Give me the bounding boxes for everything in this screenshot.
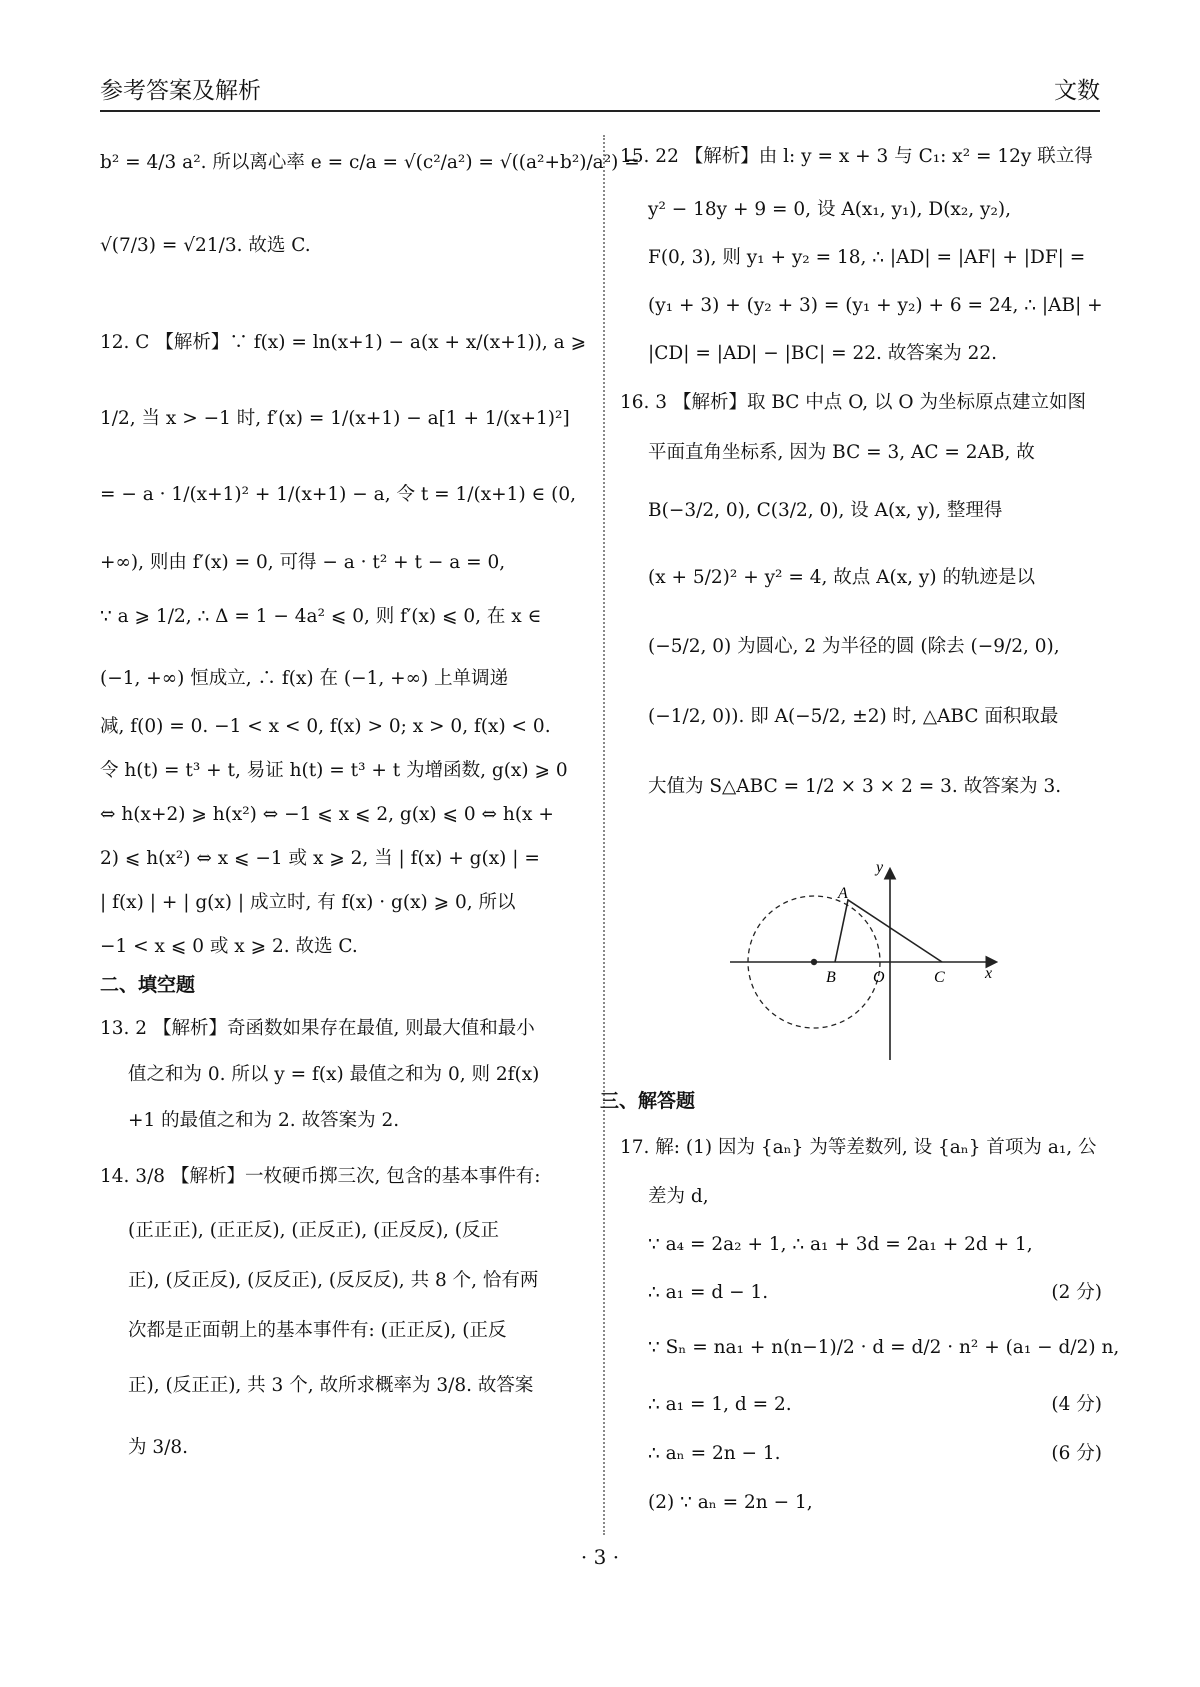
circle-center-dot bbox=[811, 959, 817, 965]
step-score: (2 分) bbox=[1051, 1282, 1102, 1303]
text-line: 16. 3 【解析】取 BC 中点 O, 以 O 为坐标原点建立如图 bbox=[620, 392, 1086, 413]
answer-11-12 bbox=[100, 140, 640, 964]
solution-step bbox=[620, 1220, 1102, 1270]
step-text: ∵ Sₙ = na₁ + n(n−1)/2 · d = d/2 · n² + (a₁ − d/2) n, bbox=[648, 1337, 1120, 1358]
solution-step bbox=[620, 1380, 1102, 1430]
label-x: x bbox=[985, 965, 993, 982]
text-line: 2) ⩽ h(x²) ⇔ x ⩽ −1 或 x ⩾ 2, 当 | f(x) + g(x) | = bbox=[100, 848, 540, 869]
answer-15-16 bbox=[620, 140, 1102, 822]
text-line: y² − 18y + 9 = 0, 设 A(x₁, y₁), D(x₂, y₂), bbox=[648, 199, 1011, 220]
text-line: 令 h(t) = t³ + t, 易证 h(t) = t³ + t 为增函数, g(x) ⩾ 0 bbox=[100, 760, 568, 781]
text-line: 15. 22 【解析】由 l: y = x + 3 与 C₁: x² = 12y 联立得 bbox=[620, 146, 1093, 167]
solution-step bbox=[620, 1316, 1120, 1380]
text-line: (x + 5/2)² + y² = 4, 故点 A(x, y) 的轨迹是以 bbox=[648, 567, 1035, 588]
section-title-solutions: 三、解答题 bbox=[600, 1090, 696, 1112]
page-number: · 3 · bbox=[580, 1545, 620, 1569]
text-line: B(−3/2, 0), C(3/2, 0), 设 A(x, y), 整理得 bbox=[648, 500, 1003, 521]
text-line: (y₁ + 3) + (y₂ + 3) = (y₁ + y₂) + 6 = 24, ∴ |AB| + bbox=[648, 295, 1103, 316]
solution-step bbox=[620, 1270, 1102, 1316]
text-line: 次都是正面朝上的基本事件有: (正正反), (正反 bbox=[128, 1320, 507, 1341]
text-line: (−1/2, 0)). 即 A(−5/2, ±2) 时, △ABC 面积取最 bbox=[648, 706, 1059, 727]
text-line: 平面直角坐标系, 因为 BC = 3, AC = 2AB, 故 bbox=[648, 442, 1035, 463]
right-column bbox=[620, 140, 1102, 822]
label-a: A bbox=[838, 885, 848, 902]
text-line: 值之和为 0. 所以 y = f(x) 最值之和为 0, 则 2f(x) bbox=[128, 1064, 540, 1085]
text-line: 17. 解: (1) 因为 {aₙ} 为等差数列, 设 {aₙ} 首项为 a₁, 公 bbox=[620, 1137, 1097, 1158]
coordinate-figure bbox=[730, 860, 1010, 1070]
label-b: B bbox=[826, 969, 836, 986]
solution-step bbox=[620, 1478, 1102, 1528]
step-text: ∴ a₁ = d − 1. bbox=[648, 1282, 769, 1303]
step-text: ∴ a₁ = 1, d = 2. bbox=[648, 1394, 792, 1415]
step-text: ∵ a₄ = 2a₂ + 1, ∴ a₁ + 3d = 2a₁ + 2d + 1, bbox=[648, 1234, 1033, 1255]
step-score: (4 分) bbox=[1051, 1394, 1102, 1415]
step-text: ∴ aₙ = 2n − 1. bbox=[648, 1443, 781, 1464]
text-line: −1 < x ⩽ 0 或 x ⩾ 2. 故选 C. bbox=[100, 936, 358, 957]
text-line: 为 3/8. bbox=[128, 1437, 189, 1458]
triangle-abc bbox=[835, 900, 942, 962]
text-line: | f(x) | + | g(x) | 成立时, 有 f(x) · g(x) ⩾ 0, 所以 bbox=[100, 892, 516, 913]
text-line: 大值为 S△ABC = 1/2 × 3 × 2 = 3. 故答案为 3. bbox=[648, 776, 1062, 797]
right-column-lower bbox=[600, 1080, 1120, 1528]
figure-svg bbox=[730, 860, 1010, 1070]
text-line: 差为 d, bbox=[648, 1186, 709, 1207]
left-column bbox=[100, 140, 640, 1480]
text-line: (−5/2, 0) 为圆心, 2 为半径的圆 (除去 (−9/2, 0), bbox=[648, 636, 1060, 657]
label-c: C bbox=[934, 969, 945, 986]
header-title: 参考答案及解析 bbox=[100, 78, 261, 104]
answer-13-14 bbox=[100, 1006, 588, 1480]
header-subject: 文数 bbox=[1054, 78, 1100, 104]
text-line: b² = 4/3 a². 所以离心率 e = c/a = √(c²/a²) = √((a²+b²)/a²) = bbox=[100, 152, 640, 173]
text-line: 减, f(0) = 0. −1 < x < 0, f(x) > 0; x > 0, f(x) < 0. bbox=[100, 716, 551, 737]
text-line: (−1, +∞) 恒成立, ∴ f(x) 在 (−1, +∞) 上单调递 bbox=[100, 668, 509, 689]
text-line: ∵ a ⩾ 1/2, ∴ Δ = 1 − 4a² ⩽ 0, 则 f′(x) ⩽ 0, 在 x ∈ bbox=[100, 606, 542, 627]
section-title-fill-in: 二、填空题 bbox=[100, 974, 196, 996]
text-line: +1 的最值之和为 2. 故答案为 2. bbox=[128, 1110, 400, 1131]
text-line: (正正正), (正正反), (正反正), (正反反), (反正 bbox=[128, 1220, 500, 1241]
text-line: F(0, 3), 则 y₁ + y₂ = 18, ∴ |AD| = |AF| + |DF| = bbox=[648, 247, 1086, 268]
header-rule bbox=[100, 110, 1100, 112]
text-line: √(7/3) = √21/3. 故选 C. bbox=[100, 235, 311, 256]
step-text: (2) ∵ aₙ = 2n − 1, bbox=[648, 1492, 813, 1513]
solution-step bbox=[620, 1430, 1102, 1478]
text-line: 13. 2 【解析】奇函数如果存在最值, 则最大值和最小 bbox=[100, 1018, 535, 1039]
text-line: 正), (反正反), (反反正), (反反反), 共 8 个, 恰有两 bbox=[128, 1270, 539, 1291]
label-y: y bbox=[876, 860, 884, 876]
text-line: = − a · 1/(x+1)² + 1/(x+1) − a, 令 t = 1/(x+1) ∈ (0, bbox=[100, 484, 576, 505]
page-header bbox=[100, 72, 1100, 112]
column-divider bbox=[603, 135, 605, 1535]
text-line: |CD| = |AD| − |BC| = 22. 故答案为 22. bbox=[648, 343, 998, 364]
text-line: 正), (反正正), 共 3 个, 故所求概率为 3/8. 故答案 bbox=[128, 1375, 534, 1396]
text-line: +∞), 则由 f′(x) = 0, 可得 − a · t² + t − a = 0, bbox=[100, 552, 506, 573]
text-line: 1/2, 当 x > −1 时, f′(x) = 1/(x+1) − a[1 + 1/(x+1)²] bbox=[100, 408, 570, 429]
label-o: O bbox=[873, 969, 885, 986]
text-line: 14. 3/8 【解析】一枚硬币掷三次, 包含的基本事件有: bbox=[100, 1166, 541, 1187]
step-score: (6 分) bbox=[1051, 1443, 1102, 1464]
step-list bbox=[620, 1220, 1120, 1528]
text-line: ⇔ h(x+2) ⩾ h(x²) ⇔ −1 ⩽ x ⩽ 2, g(x) ⩽ 0 ⇔ h(x + bbox=[100, 804, 554, 825]
text-line: 12. C 【解析】∵ f(x) = ln(x+1) − a(x + x/(x+1)), a ⩾ bbox=[100, 332, 587, 353]
